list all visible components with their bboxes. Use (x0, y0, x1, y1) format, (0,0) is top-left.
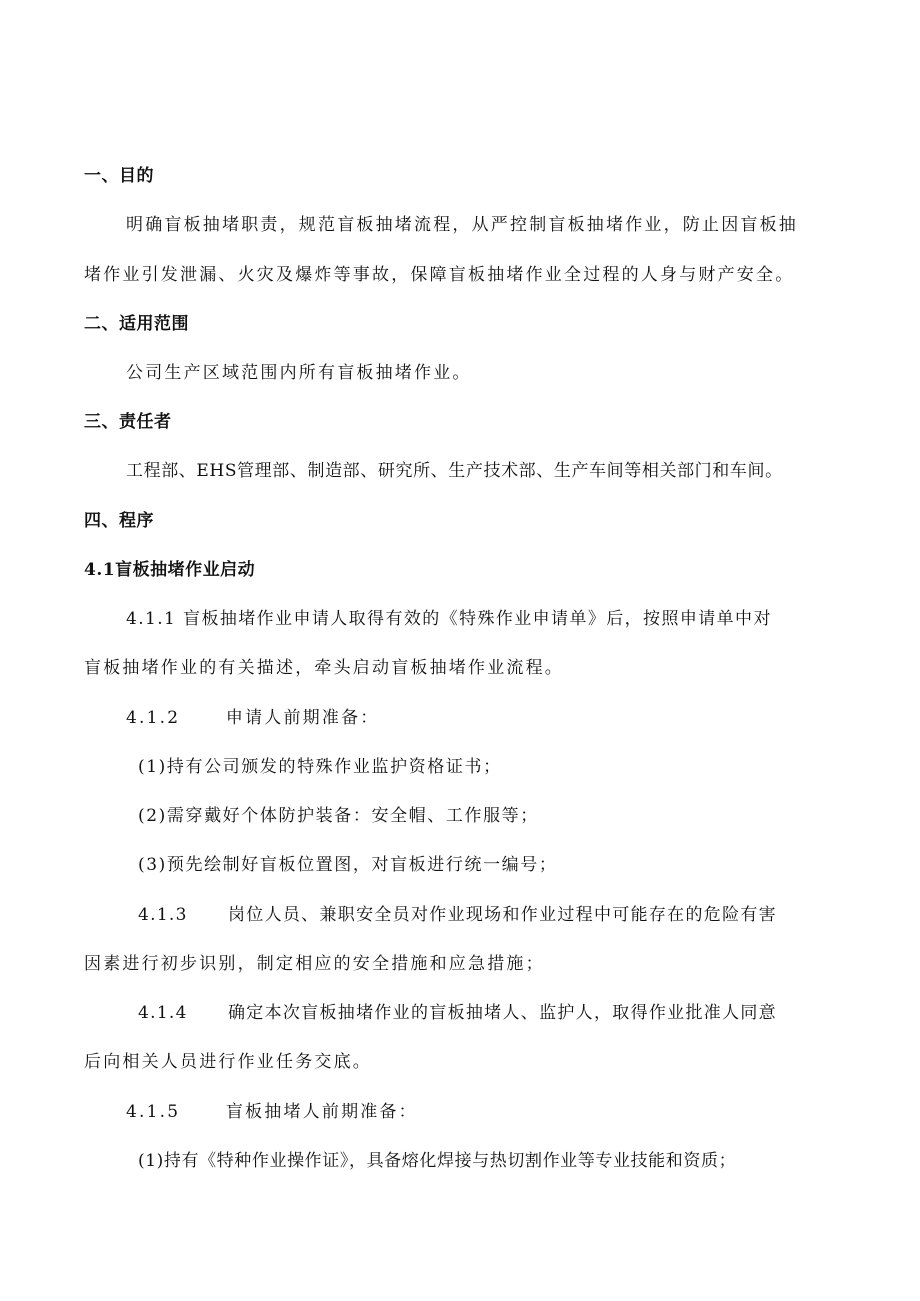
section-heading-purpose: 一、目的 (84, 166, 154, 186)
item-4-1-5-title: 4.1.5 盲板抽堵人前期准备： (126, 1102, 418, 1122)
item-4-1-3-line-1: 4.1.3 岗位人员、兼职安全员对作业现场和作业过程中可能存在的危险有害 (138, 905, 777, 925)
item-4-1-3-line-2: 因素进行初步识别，制定相应的安全措施和应急措施； (84, 954, 545, 974)
item-4-1-5-list-item-1: (1)持有《特种作业操作证》，具备熔化焊接与热切割作业等专业技能和资质； (138, 1151, 737, 1171)
purpose-paragraph-line-2: 堵作业引发泄漏、火灾及爆炸等事故，保障盲板抽堵作业全过程的人身与财产安全。 (84, 265, 795, 285)
purpose-paragraph-line-1: 明确盲板抽堵职责，规范盲板抽堵流程，从严控制盲板抽堵作业，防止因盲板抽 (126, 215, 798, 235)
item-4-1-2-list-item-2: (2)需穿戴好个体防护装备：安全帽、工作服等； (138, 806, 539, 826)
item-4-1-2-title: 4.1.2 申请人前期准备： (126, 708, 380, 728)
item-4-1-2-list-item-3: (3)预先绘制好盲板位置图，对盲板进行统一编号； (138, 855, 558, 875)
responsible-paragraph: 工程部、EHS管理部、制造部、研究所、生产技术部、生产车间等相关部门和车间。 (126, 461, 783, 481)
item-4-1-1-line-1: 4.1.1 盲板抽堵作业申请人取得有效的《特殊作业申请单》后，按照申请单中对 (126, 609, 772, 629)
subsection-heading-4-1: 4.1盲板抽堵作业启动 (84, 560, 256, 580)
section-heading-responsible: 三、责任者 (84, 412, 172, 432)
item-4-1-4-line-1: 4.1.4 确定本次盲板抽堵作业的盲板抽堵人、监护人，取得作业批准人同意 (138, 1003, 777, 1023)
section-heading-scope: 二、适用范围 (84, 314, 189, 334)
item-4-1-2-list-item-1: (1)持有公司颁发的特殊作业监护资格证书； (138, 757, 502, 777)
section-heading-procedure: 四、程序 (84, 511, 154, 531)
scope-paragraph: 公司生产区域范围内所有盲板抽堵作业。 (126, 363, 472, 383)
item-4-1-1-line-2: 盲板抽堵作业的有关描述，牵头启动盲板抽堵作业流程。 (84, 658, 564, 678)
item-4-1-4-line-2: 后向相关人员进行作业任务交底。 (84, 1052, 372, 1072)
